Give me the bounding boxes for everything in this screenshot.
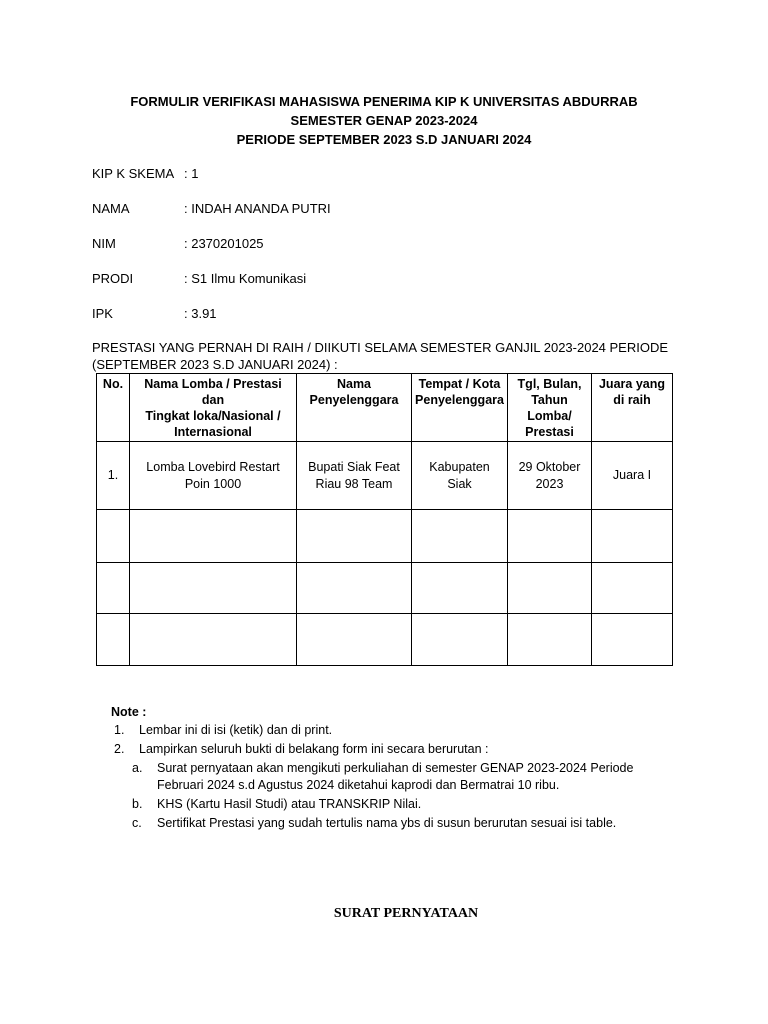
surat-pernyataan-heading: SURAT PERNYATAAN xyxy=(333,906,479,921)
field-skema-value: : 1 xyxy=(184,166,199,181)
header-juara: Juara yang di raih xyxy=(592,374,673,442)
cell-no: 1. xyxy=(97,442,130,510)
field-ipk-label: IPK xyxy=(92,306,113,321)
field-prodi-label: PRODI xyxy=(92,271,134,286)
sub-list-letter: c. xyxy=(132,816,142,830)
note-title: Note : xyxy=(111,705,147,719)
field-ipk xyxy=(92,306,217,322)
table-row xyxy=(97,442,673,510)
list-text: Lampirkan seluruh bukti di belakang form ini secara berurutan : xyxy=(139,742,489,756)
intro-line-2: (SEPTEMBER 2023 S.D JANUARI 2024) : xyxy=(92,357,338,372)
sub-list-text: Surat pernyataan akan mengikuti perkuliahan di semester GENAP 2023-2024 Periode Februari 2024 s.d Agustus 2024 diketahui kaprodi dan Bermatrai 10 ribu. xyxy=(157,761,634,792)
table-row-empty xyxy=(97,563,673,614)
prestasi-table xyxy=(96,373,673,666)
sub-list-item xyxy=(114,815,674,832)
header-no: No. xyxy=(97,374,130,442)
sub-list-letter: b. xyxy=(132,797,143,811)
sub-list-item xyxy=(114,796,674,813)
field-nama xyxy=(92,201,331,217)
field-nim xyxy=(92,236,264,252)
header-tanggal: Tgl, Bulan, Tahun Lomba/ Prestasi xyxy=(508,374,592,442)
cell-juara: Juara I xyxy=(592,442,673,510)
field-nim-value: : 2370201025 xyxy=(184,236,264,251)
field-prodi-value: : S1 Ilmu Komunikasi xyxy=(184,271,307,286)
field-skema xyxy=(92,166,198,182)
field-prodi xyxy=(92,271,306,287)
field-ipk-value: : 3.91 xyxy=(184,306,217,321)
header-tempat: Tempat / Kota Penyelenggara xyxy=(412,374,508,442)
title-line-2: SEMESTER GENAP 2023-2024 xyxy=(290,113,478,128)
cell-tempat: Kabupaten Siak xyxy=(412,442,508,510)
prestasi-intro xyxy=(92,339,692,373)
document-title xyxy=(0,92,768,149)
list-number: 1. xyxy=(114,723,125,737)
sub-list-text: KHS (Kartu Hasil Studi) atau TRANSKRIP Nilai. xyxy=(157,797,422,811)
table-row-empty xyxy=(97,614,673,666)
intro-line-1: PRESTASI YANG PERNAH DI RAIH / DIIKUTI SELAMA SEMESTER GANJIL 2023-2024 PERIODE xyxy=(92,340,669,355)
table-row-empty xyxy=(97,510,673,563)
cell-tanggal: 29 Oktober 2023 xyxy=(508,442,592,510)
note-list xyxy=(114,722,674,834)
list-item xyxy=(114,722,674,739)
note-heading xyxy=(111,703,146,721)
header-nama-lomba: Nama Lomba / Prestasi dan Tingkat loka/Nasional / Internasional xyxy=(130,374,297,442)
list-item xyxy=(114,741,674,758)
list-text: Lembar ini di isi (ketik) dan di print. xyxy=(139,723,333,737)
title-line-1: FORMULIR VERIFIKASI MAHASISWA PENERIMA KIP K UNIVERSITAS ABDURRAB xyxy=(130,94,638,109)
sub-list-letter: a. xyxy=(132,761,143,775)
list-number: 2. xyxy=(114,742,125,756)
title-line-3: PERIODE SEPTEMBER 2023 S.D JANUARI 2024 xyxy=(236,132,532,147)
field-nama-label: NAMA xyxy=(92,201,130,216)
cell-penyelenggara: Bupati Siak Feat Riau 98 Team xyxy=(297,442,412,510)
field-nama-value: : INDAH ANANDA PUTRI xyxy=(184,201,331,216)
field-nim-label: NIM xyxy=(92,236,116,251)
field-skema-label: KIP K SKEMA xyxy=(92,166,175,181)
sub-list-item xyxy=(114,760,674,794)
sub-list-text: Sertifikat Prestasi yang sudah tertulis nama ybs di susun berurutan sesuai isi table. xyxy=(157,816,617,830)
header-penyelenggara: Nama Penyelenggara xyxy=(297,374,412,442)
table-header-row xyxy=(97,374,673,442)
cell-nama-lomba: Lomba Lovebird Restart Poin 1000 xyxy=(130,442,297,510)
